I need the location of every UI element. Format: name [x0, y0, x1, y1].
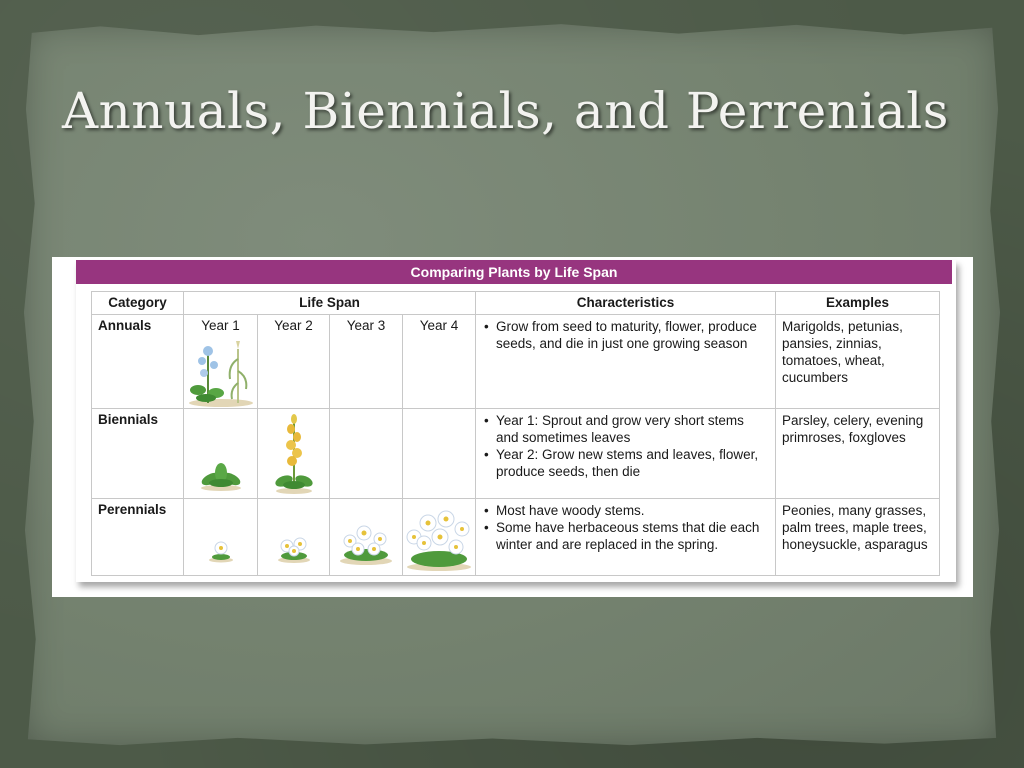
annual-plants-icon — [186, 335, 256, 407]
year-label: Year 1 — [201, 318, 240, 333]
perennials-year3-cell — [330, 499, 403, 576]
header-life-span: Life Span — [184, 292, 476, 315]
foxglove-icon — [274, 411, 314, 495]
biennials-year2-cell — [258, 409, 330, 499]
biennials-year4-cell — [403, 409, 476, 499]
annuals-year2-cell: Year 2 — [258, 315, 330, 409]
annuals-examples: Marigolds, petunias, pansies, zinnias, tomatoes, wheat, cucumbers — [776, 315, 940, 409]
perennials-year1-cell — [184, 499, 258, 576]
characteristic-item: • Grow from seed to maturity, flower, produce seeds, and die in just one growing season — [496, 318, 769, 352]
perennials-examples: Peonies, many grasses, palm trees, maple trees, honeysuckle, asparagus — [776, 499, 940, 576]
table-row — [92, 499, 940, 576]
category-perennials: Perennials — [92, 499, 184, 576]
biennials-year3-cell — [330, 409, 403, 499]
leaf-rosette-icon — [199, 461, 243, 491]
perennials-year4-cell — [403, 499, 476, 576]
category-biennials: Biennials — [92, 409, 184, 499]
perennials-year2-cell — [258, 499, 330, 576]
daisy-clump-icon — [208, 539, 234, 563]
table-row — [92, 315, 940, 409]
biennials-year1-cell — [184, 409, 258, 499]
characteristic-item: • Year 1: Sprout and grow very short stems and sometimes leaves — [496, 412, 769, 446]
biennials-characteristics — [476, 409, 776, 499]
table-header-row — [92, 292, 940, 315]
table-title: Comparing Plants by Life Span — [76, 260, 952, 284]
slide-title: Annuals, Biennials, and Perrenials — [62, 82, 949, 140]
biennials-examples: Parsley, celery, evening primroses, foxgloves — [776, 409, 940, 499]
life-span-table — [91, 291, 940, 576]
category-annuals: Annuals — [92, 315, 184, 409]
daisy-clump-icon — [404, 507, 474, 571]
daisy-clump-icon — [276, 533, 312, 563]
table-row — [92, 409, 940, 499]
annuals-characteristics — [476, 315, 776, 409]
header-characteristics: Characteristics — [476, 292, 776, 315]
perennials-characteristics — [476, 499, 776, 576]
annuals-year3-cell: Year 3 — [330, 315, 403, 409]
header-category: Category — [92, 292, 184, 315]
characteristic-item: • Most have woody stems. — [496, 502, 769, 519]
header-examples: Examples — [776, 292, 940, 315]
annuals-year1-cell — [184, 315, 258, 409]
daisy-clump-icon — [338, 519, 394, 565]
characteristic-item: • Some have herbaceous stems that die each winter and are replaced in the spring. — [496, 519, 769, 553]
characteristic-item: • Year 2: Grow new stems and leaves, flower, produce seeds, then die — [496, 446, 769, 480]
annuals-year4-cell: Year 4 — [403, 315, 476, 409]
table-card — [76, 260, 956, 582]
table-figure — [52, 257, 973, 597]
